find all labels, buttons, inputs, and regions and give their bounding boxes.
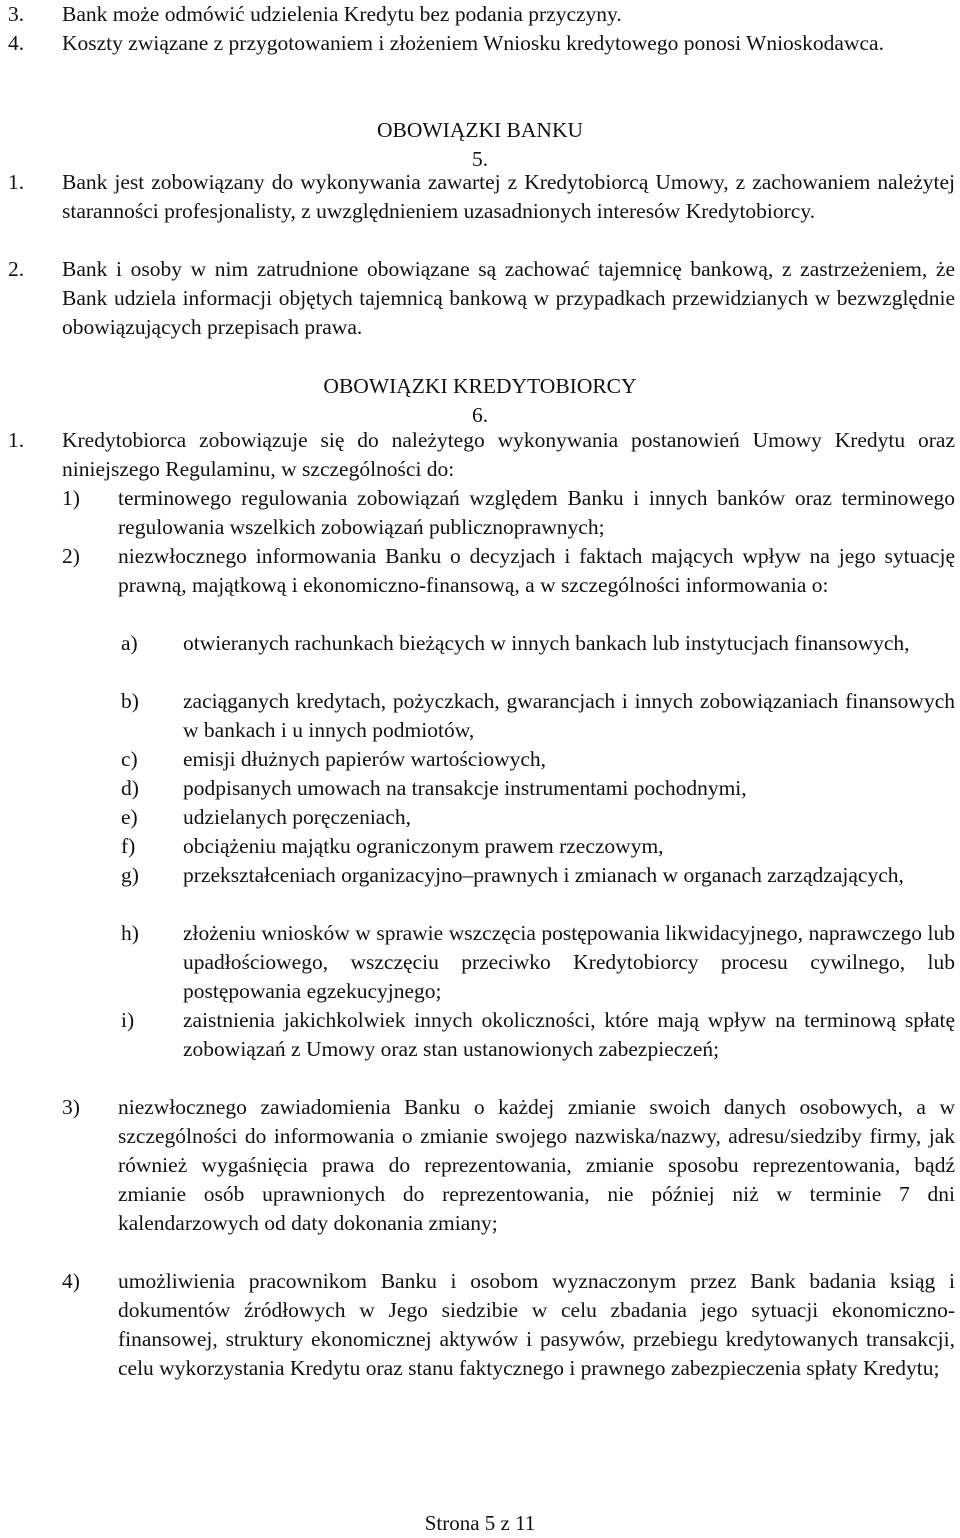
letter-number: a) bbox=[121, 631, 138, 655]
sub-item bbox=[0, 1267, 960, 1383]
letter-number: c) bbox=[121, 747, 138, 771]
letter-text: udzielanych poręczeniach, bbox=[183, 805, 412, 829]
item-number: 4. bbox=[8, 31, 25, 55]
item-text: Kredytobiorca zobowiązuje się do należytego wykonywania postanowień Umowy Kredytu oraz niniejszego Regulaminu, w szczególności do: bbox=[62, 428, 955, 481]
letter-text: złożeniu wniosków w sprawie wszczęcia postępowania likwidacyjnego, naprawczego lub upadłościowego, wszczęciu przeciwko Kredytobiorcy procesu cywilnego, lub postępowania egzekucyjnego; bbox=[183, 921, 955, 1003]
sub-item-text: niezwłocznego informowania Banku o decyzjach i faktach mających wpływ na jego sytuację prawną, majątkową i ekonomiczno-finansową, a w szczególności informowania o: bbox=[118, 544, 955, 597]
letter-number: i) bbox=[121, 1008, 135, 1032]
item-number: 2. bbox=[8, 257, 25, 281]
letter-text: przekształceniach organizacyjno–prawnych i zmianach w organach zarządzających, bbox=[183, 863, 904, 887]
sub-item-text: terminowego regulowania zobowiązań względem Banku i innych banków oraz terminowego regulowania wszelkich zobowiązań publicznoprawnych; bbox=[118, 486, 955, 539]
letter-text: zaciąganych kredytach, pożyczkach, gwarancjach i innych zobowiązaniach finansowych w bankach i u innych podmiotów, bbox=[183, 689, 955, 742]
letter-item bbox=[0, 629, 960, 658]
item-text: Koszty związane z przygotowaniem i złożeniem Wniosku kredytowego ponosi Wnioskodawca. bbox=[62, 31, 884, 55]
paragraph-number: 6. bbox=[471, 403, 489, 427]
sub-item-number: 2) bbox=[62, 544, 80, 568]
paragraph-number: 5. bbox=[471, 147, 489, 171]
item-text: Bank może odmówić udzielenia Kredytu bez podania przyczyny. bbox=[62, 2, 622, 26]
letter-item bbox=[0, 832, 960, 861]
letter-text: otwieranych rachunkach bieżących w innych bankach lub instytucjach finansowych, bbox=[183, 631, 910, 655]
letter-number: h) bbox=[121, 921, 139, 945]
sub-item bbox=[0, 484, 960, 542]
item-number: 3. bbox=[8, 2, 25, 26]
letter-text: podpisanych umowach na transakcje instrumentami pochodnymi, bbox=[183, 776, 747, 800]
letter-number: b) bbox=[121, 689, 139, 713]
page-footer: Strona 5 z 11 bbox=[424, 1511, 536, 1535]
letter-text: obciążeniu majątku ograniczonym prawem rzeczowym, bbox=[183, 834, 664, 858]
sub-item-text: umożliwienia pracownikom Banku i osobom wyznaczonym przez Bank badania ksiąg i dokumentów źródłowych w Jego siedzibie w celu zbadania jego sytuacji ekonomiczno-finansowej, struktury ekonomicznej aktywów i pasywów, przebiegu kredytowanych transakcji, celu wykorzystania Kredytu oraz stanu faktycznego i prawnego zabezpieczenia spłaty Kredytu; bbox=[118, 1269, 955, 1380]
letter-item bbox=[0, 687, 960, 745]
item-text: Bank i osoby w nim zatrudnione obowiązane są zachować tajemnicę bankową, z zastrzeżeniem, że Bank udziela informacji objętych tajemnicą bankową w przypadkach przewidzianych w bezwzględnie obowiązujących przepisach prawa. bbox=[62, 257, 955, 339]
letter-text: emisji dłużnych papierów wartościowych, bbox=[183, 747, 547, 771]
letter-number: d) bbox=[121, 776, 139, 800]
letter-item bbox=[0, 803, 960, 832]
section5-item bbox=[0, 168, 960, 226]
item-number: 1. bbox=[8, 170, 25, 194]
item-text: Bank jest zobowiązany do wykonywania zawartej z Kredytobiorcą Umowy, z zachowaniem należytej staranności profesjonalisty, z uwzględnieniem uzasadnionych interesów Kredytobiorcy. bbox=[62, 170, 955, 223]
letter-number: f) bbox=[121, 834, 136, 858]
letter-number: e) bbox=[121, 805, 138, 829]
letter-text: zaistnienia jakichkolwiek innych okoliczności, które mają wpływ na terminową spłatę zobowiązań z Umowy oraz stan ustanowionych zabezpieczeń; bbox=[183, 1008, 955, 1061]
letter-item bbox=[0, 745, 960, 774]
sub-item bbox=[0, 1093, 960, 1238]
letter-item bbox=[0, 1006, 960, 1064]
section-heading: OBOWIĄZKI BANKU bbox=[376, 118, 583, 142]
sub-item-number: 3) bbox=[62, 1095, 80, 1119]
section5-item bbox=[0, 255, 960, 342]
sub-item bbox=[0, 542, 960, 600]
item-number: 1. bbox=[8, 428, 25, 452]
top-item bbox=[0, 29, 960, 58]
letter-item bbox=[0, 919, 960, 1006]
section6-item bbox=[0, 426, 960, 484]
top-item bbox=[0, 0, 960, 29]
letter-item bbox=[0, 774, 960, 803]
sub-item-number: 4) bbox=[62, 1269, 80, 1293]
letter-item bbox=[0, 861, 960, 890]
letter-number: g) bbox=[121, 863, 139, 887]
sub-item-text: niezwłocznego zawiadomienia Banku o każdej zmianie swoich danych osobowych, a w szczególności do informowania o zmianie swojego nazwiska/nazwy, adresu/siedziby firmy, jak również wygaśnięcia prawa do reprezentowania, zmianie sposobu reprezentowania, bądź zmianie osób uprawnionych do reprezentowania, nie później niż w terminie 7 dni kalendarzowych od daty dokonania zmiany; bbox=[118, 1095, 955, 1235]
sub-item-number: 1) bbox=[62, 486, 80, 510]
section-heading: OBOWIĄZKI KREDYTOBIORCY bbox=[323, 374, 637, 398]
